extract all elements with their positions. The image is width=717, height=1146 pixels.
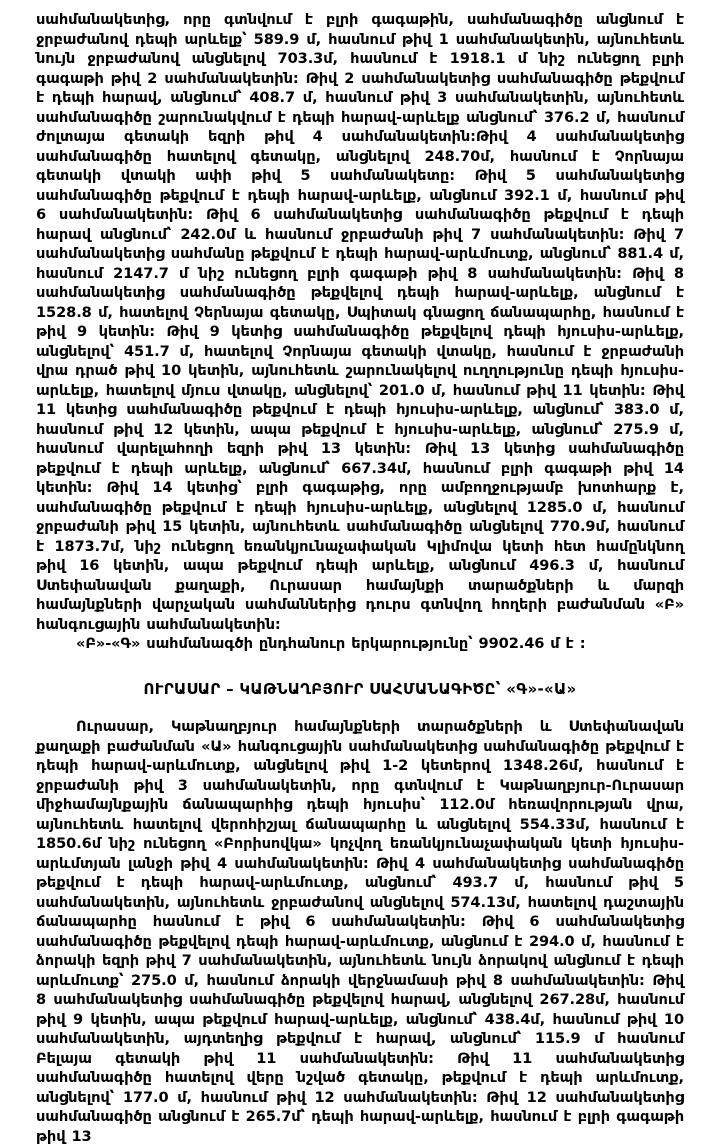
paragraph-total-length-b-g: «Բ»-«Գ» սահմանագծի ընդհանուր երկարությունը՝ 9902.46 մ է : (76, 635, 586, 652)
paragraph-border-description-b-g: սահմանակետից, որը գտնվում է բլրի գագաթին, սահմանագիծը անցնում է ջրբաժանով դեպի արևելք՝ 589.9 մ, հասնում թիվ 1 սահմանակետին, այնուհետև նույն ջրբաժանով անցնելով 703.3մ, հասնում է 1918.1 մ նիշ ունեցող բլրի գագաթի թիվ 2 սահմանակետին: Թիվ 2 սահմանակետից սահմանագիծը թեքվում է դեպի հարավ, անցնում՝ 408.7 մ, հասնում թիվ 3 սահմանակետին, այնուհետև սահմանագիծը շարունակվում է դեպի հարավ-արևելք անցնում՝ 376.2 մ, հասնում ժոլտայա գետակի եզրի թիվ 4 սահմանակետին:Թիվ 4 սահմանակետից սահմանագիծը հատելով գետակը, անցնելով 248.70մ, հասնում է Չորնայա գետակի վտակի ափի թիվ 5 սահմանակետը: Թիվ 5 սահմանակետից սահմանագիծը թեքվում է դեպի հարավ-արևելք, անցնում 392.1 մ, հասնում թիվ 6 սահմանակետին: Թիվ 6 սահմանակետից սահմանագիծը թեքվում է դեպի հարավ անցնում՝ 242.0մ և հասնում ջրբաժանի թիվ 7 սահմանակետին: Թիվ 7 սահմանակետից սահմանը թեքվում է դեպի հարավ-արևմուտք, անցնում՝ 881.4 մ, հասնում 2147.7 մ նիշ ունեցող բլրի գագաթի թիվ 8 սահմանակետին: Թիվ 8 սահմանակետից սահմանագիծը թեքվելով դեպի հարավ-արևելք, անցնում է 1528.8 մ, հատելով Չերնայա գետակը, Սպիտակ գնացող ճանապարհը, հասնում է թիվ 9 կետին: Թիվ 9 կետից սահմանագիծը թեքվելով դեպի հյուսիս-արևելք, անցնելով՝ 451.7 մ, հատելով Չորնայա գետակի վտակը, հասնում է ջրբաժանի վրա դրած թիվ 10 կետին, այնուհետև շարունակելով ուղղությունը դեպի հյուսիս-արևելք, հատելով մյուս վտակը, անցնելով՝ 201.0 մ, հասնում թիվ 11 կետին: Թիվ 11 կետից սահմանագիծը թեքվում է դեպի հյուսիս-արևելք, անցնում՝ 383.0 մ, հասնում թիվ 12 կետին, ապա թեքվում է հյուսիս-արևելք, անցնում՝ 275.9 մ, հասնում վարելահողի եզրի թիվ 13 կետին: Թիվ 13 կետից սահմանագիծը թեքվում է դեպի արևելք, անցնում՝ 667.34մ, հասնում բլրի գագաթի թիվ 14 կետին: Թիվ 14 կետից՝ բլրի գագաթից, որը ամբողջությամբ խոտհարք է, սահմանագիծը թեքվում է դեպի հյուսիս-արևելք, անցնելով 1285.0 մ, հասնում ջրբաժանի թիվ 15 կետին, այնուհետև սահմանագիծը անցնելով 770.9մ, հասնում է 1873.7մ, նիշ ունեցող եռանկյունաչափական Կլիմովա կետի հետ համընկնող թիվ 16 կետին, ապա թեքվում դեպի արևելք, անցնում 496.3 մ, հասնում Ստեփանավան քաղաքի, Ուրասար համայնքի տարածքների և մարզի համայնքների վարչական սահմաններից դուրս գտնվող հողերի բաժանման «Բ» հանգուցային սահմանակետին: (36, 11, 684, 633)
section-heading-urasar-katnaghbyur: ՈՒՐԱՍԱՐ – ԿԱԹՆԱՂԲՅՈՒՐ ՍԱՀՄԱՆԱԳԻԾԸ՝ «Գ»-«Ա» (143, 679, 577, 698)
paragraph-border-description-g-a: Ուրասար, Կաթնաղբյուր համայնքների տարածքների և Ստեփանավան քաղաքի բաժանման «Ա» հանգուցային սահմանակետից սահմանագիծը թեքվում է դեպի հարավ-արևմուտք, անցնելով թիվ 1-2 կետերով 1348.26մ, հասնում է ջրբաժանի թիվ 3 սահմանակետին, որը գտնվում է Կաթնաղբյուր-Ուրասար միջհամայնքային ճանապարհից դեպի հյուսիս՝ 112.0մ հեռավորության վրա, այնուհետև հատելով վերոհիշյալ ճանապարհը և անցնելով 554.33մ, հասնում է 1850.6մ նիշ ունեցող «Բորիսովկա» կոչվող եռանկյունաչափական կետի հյուսիս-արևմտյան լանջի թիվ 4 սահմանակետին: Թիվ 4 սահմանակետից սահմանագիծը թեքվում է դեպի հարավ-արևմուտք, անցնում՝ 493.7 մ, հասնում թիվ 5 սահմանակետին, այնուհետև ջրբաժանով անցնելով 574.13մ, հատելով դաշտային ճանապարհը հասնում է թիվ 6 սահմանակետին: Թիվ 6 սահմանակետից սահմանագիծը թեքվելով դեպի հարավ-արևմուտք, անցնում է 294.0 մ, հասնում է ձորակի եզրի թիվ 7 սահմանակետին, այնուհետև նույն ձորակով անցնում է դեպի արևմուտք՝ 275.0 մ, հասնում ձորակի վերջնամասի թիվ 8 սահմանակետին: Թիվ 8 սահմանակետից սահմանագիծը թեքվելով հարավ, անցնելով 267.28մ, հասնում թիվ 9 կետին, ապա թեքվում հարավ-արևելք, անցնում՝ 438.4մ, հասնում թիվ 10 սահմանակետին, այդտեղից թեքվում է հարավ, անցնում՝ 115.9 մ հասնում Բելայա գետակի թիվ 11 սահմանակետին: Թիվ 11 սահմանակետից սահմանագիծը հատելով վերը նշված գետակը, թեքվում է դեպի արևմուտք, անցնելով՝ 177.0 մ, հասնում թիվ 12 սահմանակետին: Թիվ 12 սահմանակետից սահմանագիծը անցնում է 265.7մ՝ դեպի հարավ-արևելք, հասնում է բլրի գագաթի թիվ 13 (36, 718, 684, 1145)
